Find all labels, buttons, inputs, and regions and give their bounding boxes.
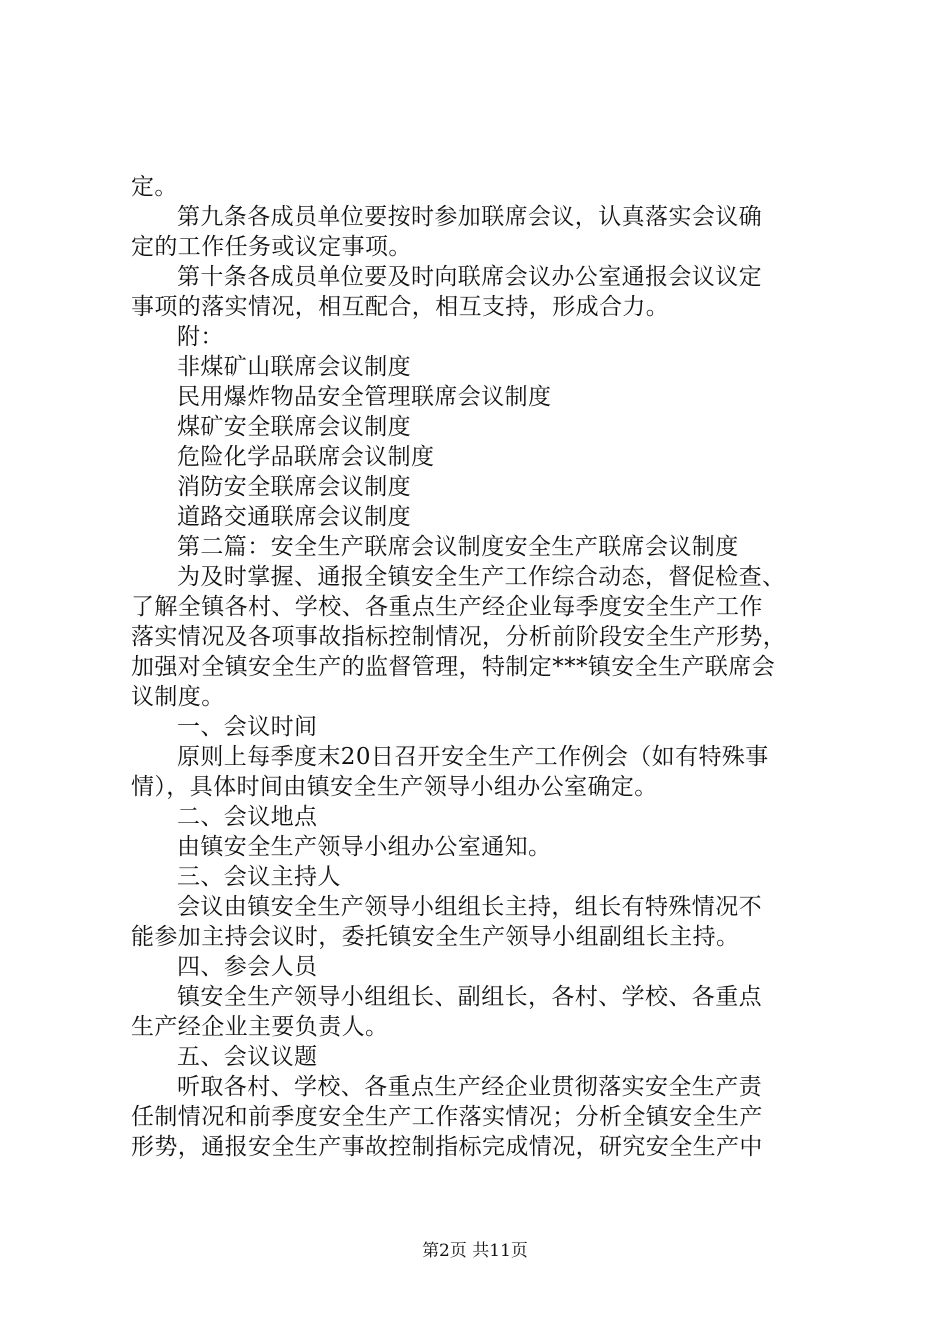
text-line: 事项的落实情况，相互配合，相互支持，形成合力。 [131,294,670,320]
text-line: 落实情况及各项事故指标控制情况，分析前阶段安全生产形势， [131,624,787,650]
text-line: 第十条各成员单位要及时向联席会议办公室通报会议议定 [177,264,762,290]
text-line: 定。 [131,174,178,200]
page-footer: 第2页 共11页 [422,1241,528,1261]
text-line: 会议由镇安全生产领导小组组长主持，组长有特殊情况不 [177,894,762,920]
text-line: 由镇安全生产领导小组办公室通知。 [177,834,552,860]
appendix-item: 非煤矿山联席会议制度 [177,354,411,380]
appendix-item: 煤矿安全联席会议制度 [177,414,411,440]
text-line: 镇安全生产领导小组组长、副组长，各村、学校、各重点 [177,984,762,1010]
text-line: 听取各村、学校、各重点生产经企业贯彻落实安全生产责 [177,1074,762,1100]
text-line: 为及时掌握、通报全镇安全生产工作综合动态，督促检查、 [177,564,786,590]
appendix-item: 道路交通联席会议制度 [177,504,411,530]
text-line: 第九条各成员单位要按时参加联席会议，认真落实会议确 [177,204,762,230]
appendix-item: 危险化学品联席会议制度 [177,444,435,470]
subsection-heading: 五、会议议题 [177,1044,318,1070]
appendix-item: 消防安全联席会议制度 [177,474,411,500]
subsection-heading: 一、会议时间 [177,714,318,740]
text-line: 加强对全镇安全生产的监督管理，特制定***镇安全生产联席会 [131,654,776,680]
section-heading: 第二篇：安全生产联席会议制度安全生产联席会议制度 [177,534,739,560]
text-line: 形势，通报安全生产事故控制指标完成情况，研究安全生产中 [131,1134,763,1160]
text-line: 情），具体时间由镇安全生产领导小组办公室确定。 [131,774,658,800]
text-line: 任制情况和前季度安全生产工作落实情况；分析全镇安全生产 [131,1104,763,1130]
text-line: 定的工作任务或议定事项。 [131,234,412,260]
document-body [131,172,831,1162]
appendix-item: 民用爆炸物品安全管理联席会议制度 [177,384,552,410]
subsection-heading: 二、会议地点 [177,804,318,830]
text-line: 附： [177,324,224,350]
subsection-heading: 三、会议主持人 [177,864,341,890]
subsection-heading: 四、参会人员 [177,954,318,980]
text-line: 生产经企业主要负责人。 [131,1014,389,1040]
text-line: 了解全镇各村、学校、各重点生产经企业每季度安全生产工作 [131,594,763,620]
text-line: 能参加主持会议时，委托镇安全生产领导小组副组长主持。 [131,924,740,950]
text-line: 议制度。 [131,684,225,710]
text-line: 原则上每季度末20日召开安全生产工作例会（如有特殊事 [177,744,769,770]
